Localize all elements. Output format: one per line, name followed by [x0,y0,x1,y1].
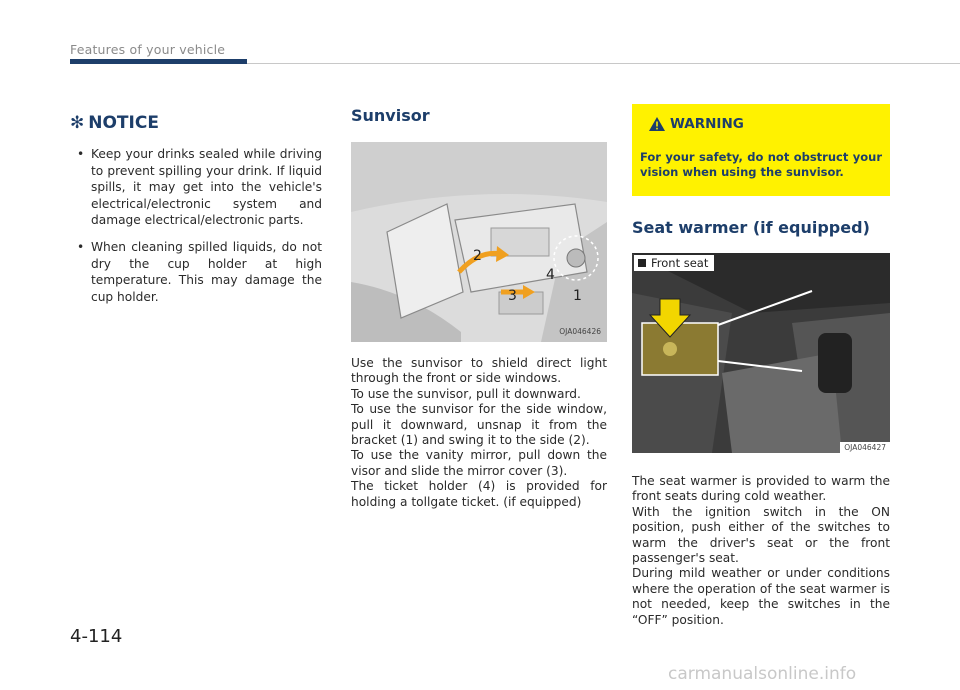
warning-heading [648,116,744,132]
notice-list [70,146,322,305]
sunvisor-title: Sunvisor [351,106,430,125]
sunvisor-text [351,356,607,510]
warning-body: For your safety, do not obstruct your vision when using the sunvisor. [640,150,882,179]
seat-warmer-title: Seat warmer (if equipped) [632,218,870,237]
sunvisor-illustration [351,142,607,342]
seat-warmer-figure [632,253,890,453]
callout-4: 4 [546,267,555,283]
paragraph: To use the sunvisor for the side window, pull it downward, unsnap it from the bracket (1) and swing it to the side (2). [351,402,607,448]
seat-warmer-text [632,474,890,628]
asterisk-icon: ✻ [70,113,85,133]
square-icon [638,259,646,267]
paragraph: Use the sunvisor to shield direct light through the front or side windows. [351,356,607,386]
bullet-icon: • [77,147,85,161]
warning-box [632,104,890,196]
figure-label: Front seat [634,255,714,271]
seat-warmer-illustration [632,253,890,453]
callout-3: 3 [508,288,517,304]
page-number: 4-114 [70,626,123,647]
list-item: • Keep your drinks sealed while driving to prevent spilling your drink. If liquid spills, it may get into the vehicle's electrical/electronic system and damage electrical/electronic parts. [77,147,322,228]
paragraph: The seat warmer is provided to warm the front seats during cold weather. [632,474,890,504]
callout-1: 1 [573,288,582,304]
paragraph: During mild weather or under conditions where the operation of the seat warmer is not needed, keep the switches in the “OFF” position. [632,566,890,627]
paragraph: To use the vanity mirror, pull down the visor and slide the mirror cover (3). [351,448,607,478]
warning-title: WARNING [670,116,744,132]
header-rule [247,63,960,64]
paragraph: To use the sunvisor, pull it downward. [351,386,581,401]
sunvisor-column [351,106,607,510]
notice-title: NOTICE [88,113,159,133]
figure-code: OJA046427 [840,442,890,453]
right-column [632,104,890,628]
watermark: carmanualsonline.info [668,664,857,684]
paragraph: The ticket holder (4) is provided for holding a tollgate ticket. (if equipped) [351,479,607,509]
notice-heading [70,110,322,136]
bullet-icon: • [77,239,85,254]
notice-column [70,110,322,315]
list-item: • When cleaning spilled liquids, do not dry the cup holder at high temperature. This may damage the cup holder. [77,239,322,304]
page-header [70,42,960,68]
sunvisor-figure [351,142,607,342]
warning-triangle-icon [648,116,666,132]
figure-code: OJA046426 [559,327,601,336]
header-accent-bar [70,59,247,64]
section-header: Features of your vehicle [70,42,226,57]
callout-2: 2 [473,248,482,264]
paragraph: With the ignition switch in the ON position, push either of the switches to warm the driver's seat or the front passenger's seat. [632,504,890,566]
